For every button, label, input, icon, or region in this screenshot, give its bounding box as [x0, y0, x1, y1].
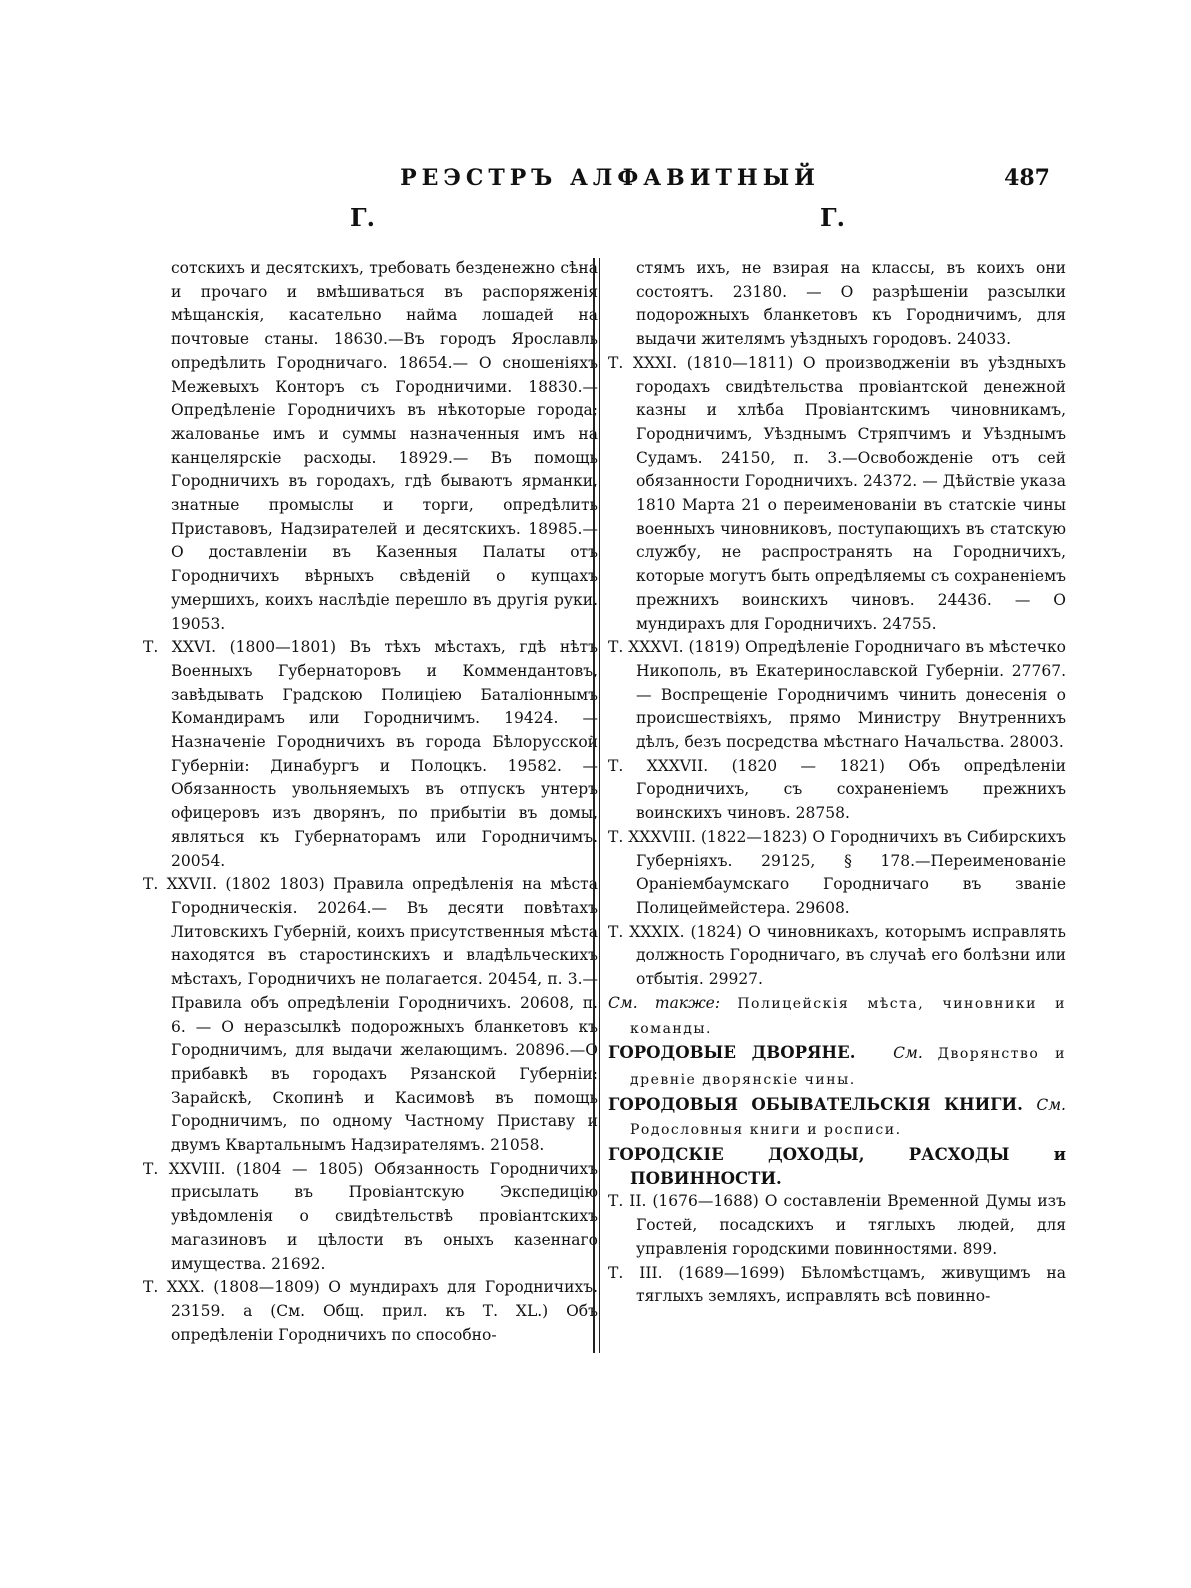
index-entry: Т. XXXIX. (1824) О чиновникахъ, которымъ исправлять должность Городничаго, въ случаѣ его болѣзни или отбытія. 29927.: [608, 922, 1066, 989]
see-target: Дворянство и древніе дворянскіе чины.: [630, 1046, 1066, 1088]
see-label: См.: [893, 1044, 923, 1063]
index-heading: [608, 1041, 1066, 1092]
heading-text: ГОРОДОВЫЯ ОБЫВАТЕЛЬСКІЯ КНИГИ.: [608, 1094, 1023, 1114]
index-heading: [608, 1093, 1066, 1143]
section-letter-left: Г.: [350, 203, 375, 232]
index-entry: Т. XXVII. (1802 1803) Правила опредѣленія на мѣста Городническія. 20264.— Въ десяти повѣтахъ Литовскихъ Губерній, коихъ присутственныя мѣста находятся въ старостинскихъ и владѣльческихъ мѣстахъ, Городничихъ не полагается. 20454, п. 3.—Правила объ опредѣленіи Городничихъ. 20608, п. 6. — О неразсылкѣ подорожныхъ бланкетовъ къ Городничимъ, для выдачи желающимъ. 20896.—О прибавкѣ въ городахъ Рязанской Губерніи: Зарайскѣ, Скопинѣ и Касимовѣ въ помощь Городничимъ, по одному Частному Приставу и двумъ Квартальнымъ Надзирателямъ. 21058.: [143, 875, 598, 1155]
index-entry: Т. XXXVIII. (1822—1823) О Городничихъ въ Сибирскихъ Губерніяхъ. 29125, § 178.—Переименованіе Ораніембаумскаго Городничаго въ званіе Полицеймейстера. 29608.: [608, 827, 1066, 917]
left-column: [143, 257, 598, 1347]
see-also-reference: [608, 992, 1066, 1041]
see-also-target: Полицейскія мѣста, чиновники и команды.: [630, 995, 1066, 1037]
column-divider: [593, 258, 600, 1353]
see-label: См.: [1036, 1095, 1066, 1114]
continued-text: сотскихъ и десятскихъ, требовать безденежно сѣна и прочаго и вмѣшиваться въ распоряженія мѣщанскія, касательно найма лошадей на почтовые станы. 18630.—Въ городъ Ярославль опредѣлить Городничаго. 18654.— О сношеніяхъ Межевыхъ Конторъ съ Городничими. 18830.—Опредѣленіе Городничихъ въ нѣкоторые города; жалованье имъ и суммы назначенныя имъ на канцелярскіе расходы. 18929.— Въ помощь Городничихъ въ городахъ, гдѣ бываютъ ярманки, знатные промыслы и торги, опредѣлить Приставовъ, Надзирателей и десятскихъ. 18985.— О доставленіи въ Казенныя Палаты отъ Городничихъ вѣрныхъ свѣденій о купцахъ умершихъ, коихъ наслѣдіе перешло въ другія руки. 19053.: [171, 259, 598, 633]
index-entry: Т. XXVIII. (1804 — 1805) Обязанность Городничихъ присылать въ Провіантскую Экспедицію увѣдомленія о свидѣтельствѣ провіантскихъ магазиновъ и цѣлости въ оныхъ казеннаго имущества. 21692.: [143, 1159, 598, 1273]
index-entry: Т. XXXI. (1810—1811) О производженіи въ уѣздныхъ городахъ свидѣтельства провіантской денежной казны и хлѣба Провіантскимъ чиновникамъ, Городничимъ, Уѣзднымъ Стряпчимъ и Уѣзднымъ Судамъ. 24150, п. 3.—Освобожденіе отъ сей обязанности Городничихъ. 24372. — Дѣйствіе указа 1810 Марта 21 о переименованіи въ статскіе чины военныхъ чиновниковъ, поступающихъ въ статскую службу, не распространять на Городничихъ, которые могутъ быть опредѣляемы съ сохраненіемъ прежнихъ воинскихъ чиновъ. 24436. — О мундирахъ для Городничихъ. 24755.: [608, 353, 1066, 633]
index-entry: Т. II. (1676—1688) О составленіи Временной Думы изъ Гостей, посадскихъ и тяглыхъ людей, для управленія городскими повинностями. 899.: [608, 1192, 1066, 1258]
right-column: [608, 257, 1066, 1309]
index-entry: Т. XXVI. (1800—1801) Въ тѣхъ мѣстахъ, гдѣ нѣтъ Военныхъ Губернаторовъ и Коммендантовъ, завѣдывать Градскою Полиціею Баталіоннымъ Командирамъ или Городничимъ. 19424. —Назначеніе Городничихъ въ города Бѣлорусской Губерніи: Динабургъ и Полоцкъ. 19582. — Обязанность увольняемыхъ въ отпускъ унтеръ офицеровъ изъ дворянъ, по прибытіи въ домы, являться къ Губернаторамъ или Городничимъ. 20054.: [143, 638, 598, 870]
index-heading: ГОРОДСКІЕ ДОХОДЫ, РАСХОДЫ и ПОВИННОСТИ.: [608, 1145, 1066, 1188]
continued-text: стямъ ихъ, не взирая на классы, въ коихъ они состоятъ. 23180. — О разрѣшеніи разсылки подорожныхъ бланкетовъ къ Городничимъ, для выдачи жителямъ уѣздныхъ городовъ. 24033.: [636, 259, 1066, 349]
see-target: Родословныя книги и росписи.: [630, 1122, 902, 1139]
section-letter-right: Г.: [820, 203, 845, 232]
index-entry: Т. XXXVI. (1819) Опредѣленіе Городничаго въ мѣстечко Никополь, въ Екатеринославской Губерніи. 27767. — Воспрещеніе Городничимъ чинить донесенія о происшествіяхъ, прямо Министру Внутреннихъ дѣлъ, безъ посредства мѣстнаго Начальства. 28003.: [608, 638, 1066, 752]
running-head: [150, 158, 1050, 198]
see-also-label: См. также:: [608, 993, 721, 1012]
heading-text: ГОРОДОВЫЕ ДВОРЯНЕ.: [608, 1043, 856, 1063]
index-entry: Т. XXX. (1808—1809) О мундирахъ для Городничихъ. 23159. а (См. Общ. прил. къ Т. XL.) Объ опредѣленіи Городничихъ по способно-: [143, 1278, 598, 1344]
index-entry: Т. XXXVII. (1820 — 1821) Объ опредѣленіи Городничихъ, съ сохраненіемъ прежнихъ воинскихъ чиновъ. 28758.: [608, 756, 1066, 823]
page-title: РЕЭСТРЪ АЛФАВИТНЫЙ: [400, 165, 820, 191]
page-number: 487: [1004, 165, 1050, 191]
index-entry: Т. III. (1689—1699) Бѣломѣстцамъ, живущимъ на тяглыхъ земляхъ, исправлять всѣ повинно-: [608, 1263, 1066, 1306]
